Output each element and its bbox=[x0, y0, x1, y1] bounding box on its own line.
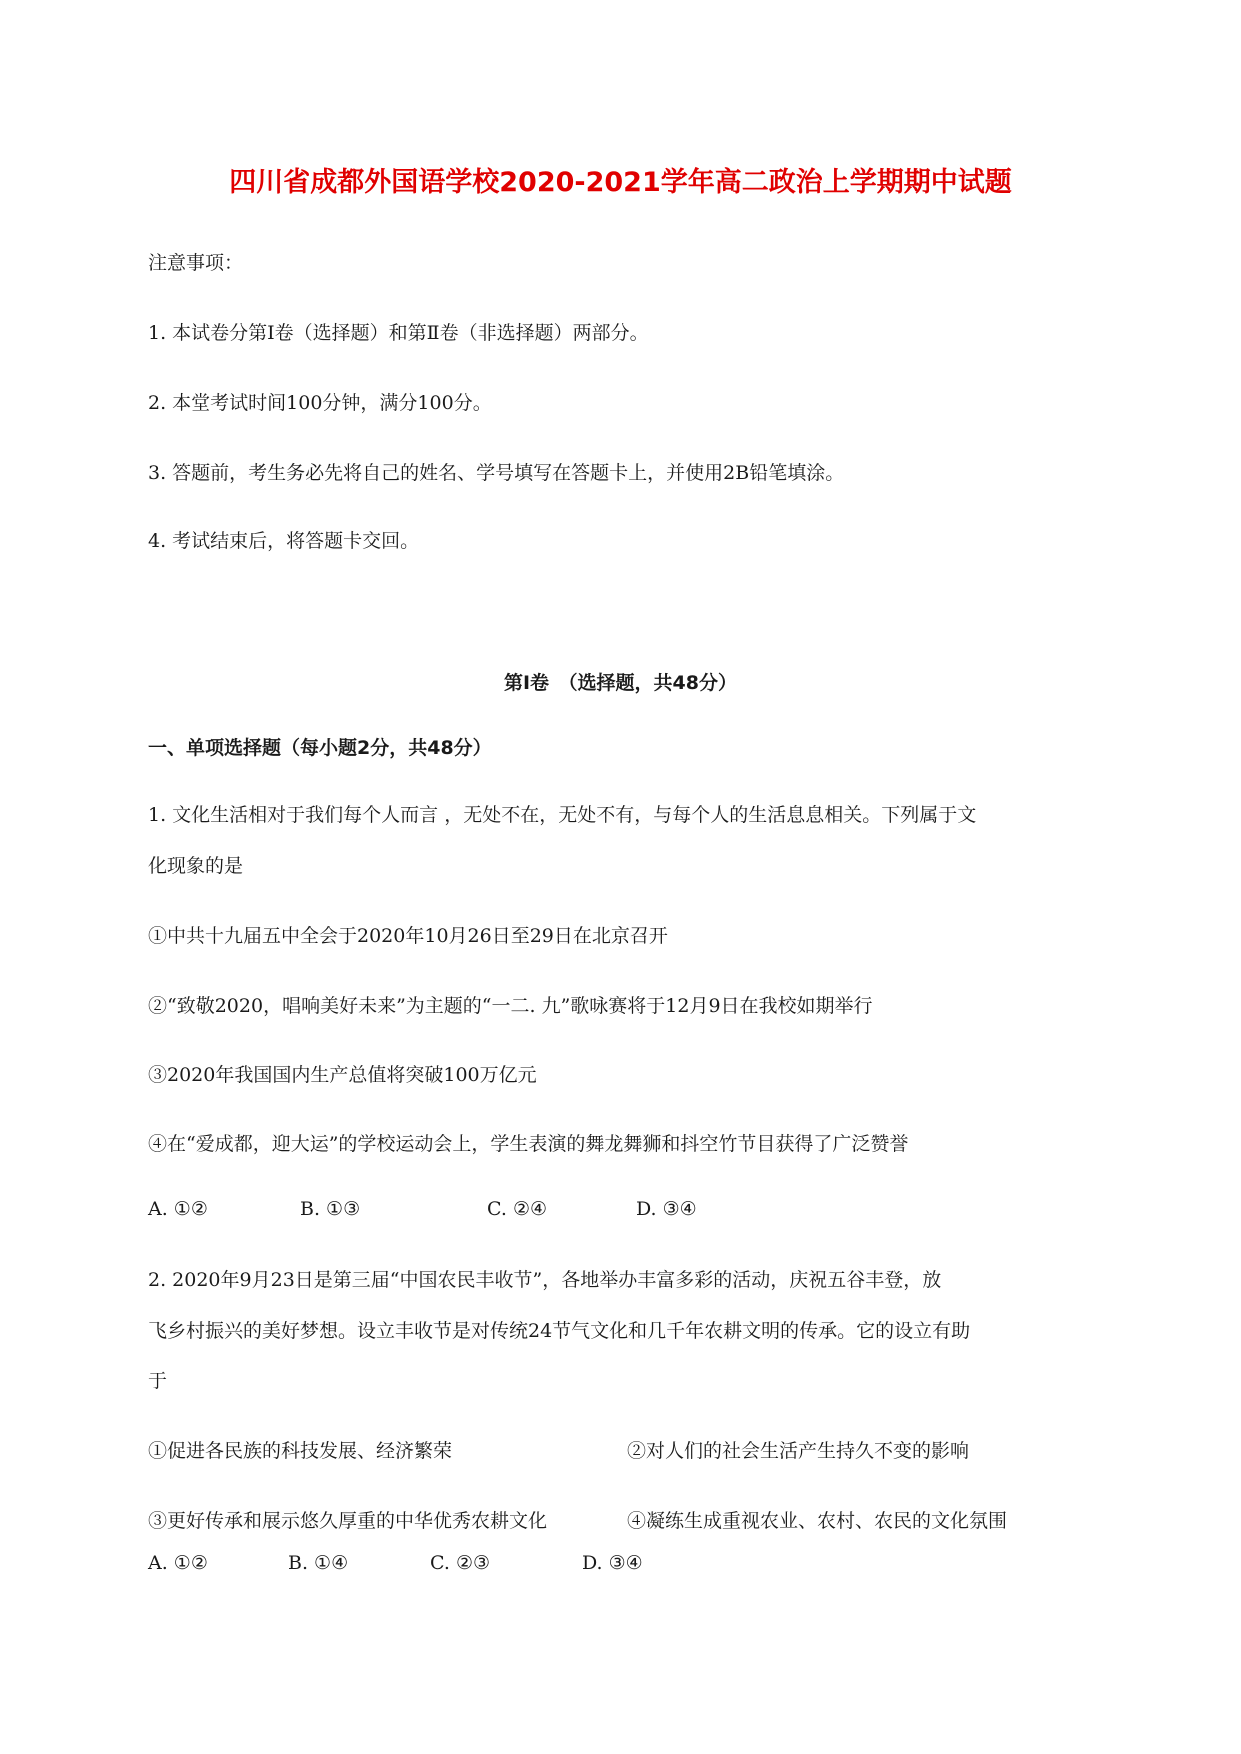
question-2-stem-line-1: 2. 2020年9月23日是第三届“中国农民丰收节”，各地举办丰富多彩的活动，庆祝五谷丰登，放 bbox=[148, 1269, 942, 1291]
question-2-statement-3: ③更好传承和展示悠久厚重的中华优秀农耕文化 bbox=[148, 1510, 548, 1532]
question-1-statement-2: ②“致敬2020，唱响美好未来”为主题的“一二. 九”歌咏赛将于12月9日在我校如期举行 bbox=[148, 995, 873, 1017]
question-2-statement-4: ④凝练生成重视农业、农村、农民的文化氛围 bbox=[627, 1510, 1008, 1532]
question-2-stem-line-2: 飞乡村振兴的美好梦想。设立丰收节是对传统24节气文化和几千年农耕文明的传承。它的设立有助 bbox=[148, 1320, 971, 1342]
notice-item-2: 2. 本堂考试时间100分钟，满分100分。 bbox=[148, 392, 492, 414]
part-heading: 一、单项选择题（每小题2分，共48分） bbox=[148, 737, 492, 759]
exam-title: 四川省成都外国语学校2020-2021学年高二政治上学期期中试题 bbox=[229, 167, 1012, 198]
notice-item-4: 4. 考试结束后，将答题卡交回。 bbox=[148, 530, 420, 552]
question-2-stem-line-3: 于 bbox=[148, 1370, 168, 1392]
notice-item-3: 3. 答题前，考生务必先将自己的姓名、学号填写在答题卡上，并使用2B铅笔填涂。 bbox=[148, 462, 845, 484]
question-2-option-c: C. ②③ bbox=[430, 1552, 491, 1574]
question-2-option-b: B. ①④ bbox=[288, 1552, 349, 1574]
notice-item-1: 1. 本试卷分第Ⅰ卷（选择题）和第Ⅱ卷（非选择题）两部分。 bbox=[148, 322, 649, 344]
question-1-stem-line-2: 化现象的是 bbox=[148, 855, 244, 877]
question-1-statement-3: ③2020年我国国内生产总值将突破100万亿元 bbox=[148, 1064, 537, 1086]
section-title: 第Ⅰ卷 （选择题，共48分） bbox=[503, 672, 737, 694]
question-1-option-a: A. ①② bbox=[148, 1198, 208, 1220]
question-1-option-d: D. ③④ bbox=[636, 1198, 697, 1220]
question-1-statement-1: ①中共十九届五中全会于2020年10月26日至29日在北京召开 bbox=[148, 925, 668, 947]
question-2-statement-2: ②对人们的社会生活产生持久不变的影响 bbox=[627, 1440, 970, 1462]
question-1-stem-line-1: 1. 文化生活相对于我们每个人而言 ，无处不在，无处不有，与每个人的生活息息相关。下列属于文 bbox=[148, 804, 977, 826]
notice-heading: 注意事项： bbox=[148, 252, 244, 274]
question-1-option-b: B. ①③ bbox=[300, 1198, 361, 1220]
question-2-statement-1: ①促进各民族的科技发展、经济繁荣 bbox=[148, 1440, 453, 1462]
question-1-statement-4: ④在“爱成都，迎大运”的学校运动会上，学生表演的舞龙舞狮和抖空竹节目获得了广泛赞誉 bbox=[148, 1133, 909, 1155]
question-1-option-c: C. ②④ bbox=[487, 1198, 548, 1220]
question-2-option-d: D. ③④ bbox=[582, 1552, 643, 1574]
question-2-option-a: A. ①② bbox=[148, 1552, 208, 1574]
